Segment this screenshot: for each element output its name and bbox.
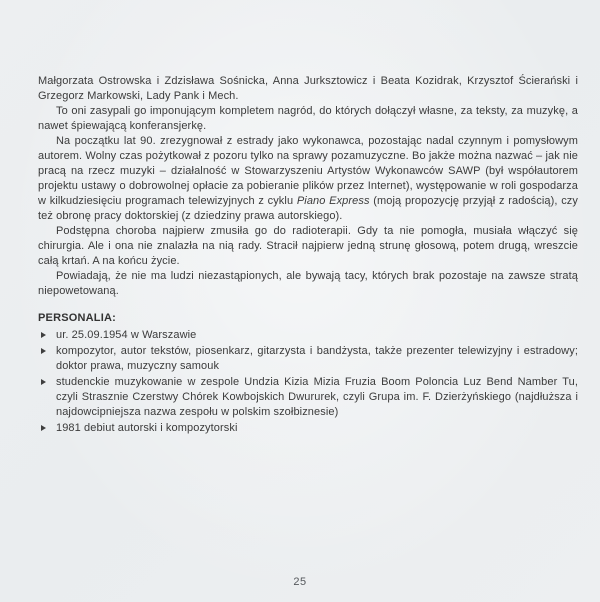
list-item-student-band (38, 375, 578, 420)
page-number: 25 (293, 576, 307, 588)
list-item-text: studenckie muzykowanie w zespole Undzia Kizia Mizia Fruzia Boom Poloncia Luz Bend Namber Tu, czyli Strasznie Czerstwy Chórek Kowbojskich Dwururek, czyli Grupa im. F. Dzierżyńskiego (najdłuższa i najdowcipniejsza nazwa zespołu w polskim szołbiznesie) (56, 376, 578, 418)
personalia-list (38, 328, 578, 436)
triangle-bullet-icon (41, 348, 46, 354)
triangle-bullet-icon (41, 379, 46, 385)
paragraph-illness: Podstępna choroba najpierw zmusiła go do radioterapii. Gdy ta nie pomogła, musiała włączyć się chirurgia. Ale i ona nie znalazła na nią rady. Stracił najpierw jedną strunę głosową, potem drugą, wreszcie całą krtań. A na końcu życie. (38, 225, 578, 267)
list-item-text: kompozytor, autor tekstów, piosenkarz, gitarzysta i bandżysta, także prezenter telewizyjny i estradowy; doktor prawa, muzyczny samouk (56, 345, 578, 372)
triangle-bullet-icon (41, 425, 46, 431)
list-item-debut (38, 421, 578, 436)
list-item-text: 1981 debiut autorski i kompozytorski (56, 422, 238, 434)
paragraph-closing: Powiadają, że nie ma ludzi niezastąpionych, ale bywają tacy, których brak pozostaje na zawsze stratą niepowetowaną. (38, 270, 578, 297)
italic-piano-express-title: Piano Express (296, 195, 370, 207)
list-item-text: ur. 25.09.1954 w Warszawie (56, 329, 197, 341)
paragraph-career-text-after: (moją propozycję przyjął z radością), czy też obronę pracy doktorskiej (z dziedziny prawa autorskiego). (38, 195, 579, 222)
list-item-birth (38, 328, 578, 343)
paragraph-artist-names: Małgorzata Ostrowska i Zdzisława Sośnicka, Anna Jurksztowicz i Beata Kozidrak, Krzysztof Ścierański i Grzegorz Markowski, Lady Pank i Mech. (38, 75, 578, 102)
triangle-bullet-icon (41, 332, 46, 338)
body-text (38, 74, 578, 437)
paragraph-career-text-before: Na początku lat 90. zrezygnował z estrady jako wykonawca, pozostając nadal czynnym i pomysłowym autorem. Wolny czas pożytkował z pozoru tylko na sprawy pozamuzyczne. Bo jakże można nazwać – jak nie pracą na rzecz muzyki – działalność w Stowarzyszeniu Artystów Wykonawców SAWP (był współautorem projektu ustawy o dobrowolnej opłacie za pobieranie plików przez Internet), występowanie w roli gospodarza w kilkudziesięciu programach telewizyjnych z cyklu (38, 135, 578, 207)
list-item-professions (38, 344, 578, 374)
personalia-heading: PERSONALIA: (38, 312, 116, 324)
paragraph-career (38, 134, 578, 224)
paragraph-awards: To oni zasypali go imponującym kompletem nagród, do których dołączył własne, za teksty, za muzykę, a nawet śpiewającą konferansjerkę. (38, 105, 578, 132)
